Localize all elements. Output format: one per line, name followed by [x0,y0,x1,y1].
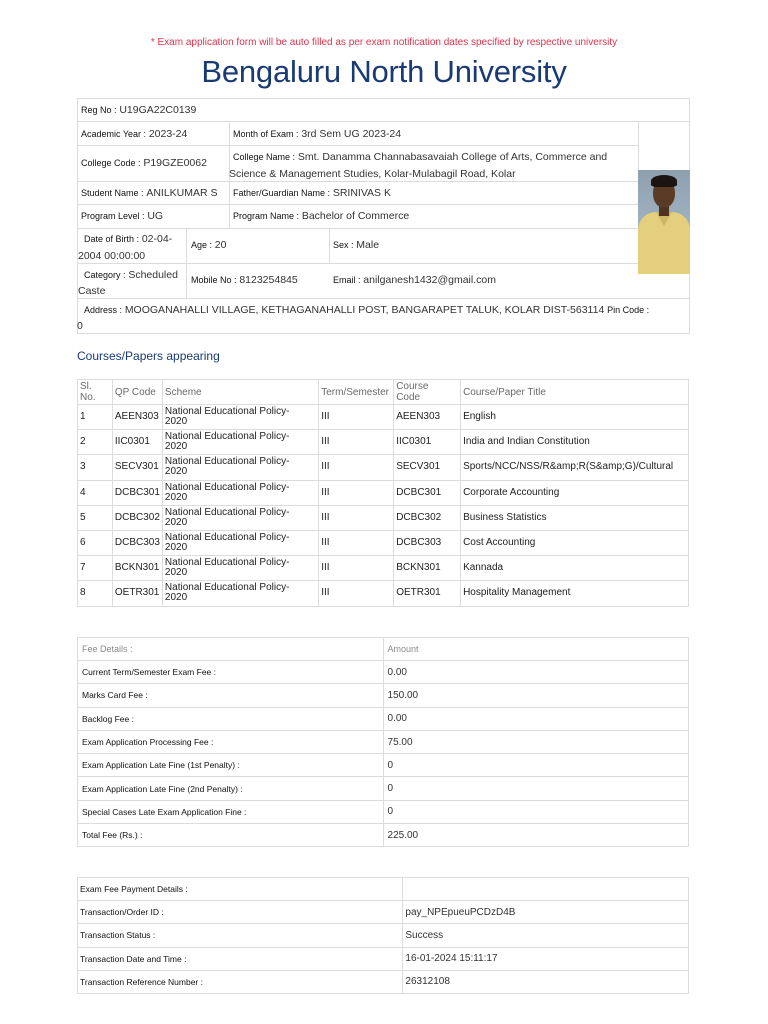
course-title: Corporate Accounting [461,480,689,505]
course-code: BCKN301 [394,556,461,581]
payment-row [78,878,689,901]
course-code: IIC0301 [394,430,461,455]
course-term: III [319,430,394,455]
course-term: III [319,556,394,581]
student-name: Student Name : ANILKUMAR S [81,187,218,199]
age: Age : 20 [191,239,227,251]
payment-row [78,924,689,947]
col-title: Course/Paper Title [461,380,689,405]
course-title: Hospitality Management [461,581,689,606]
course-row [78,480,689,505]
course-code: AEEN303 [394,405,461,430]
course-scheme: National Educational Policy- 2020 [162,430,318,455]
course-qp-code: OETR301 [112,581,162,606]
payment-label: Transaction Status : [78,924,403,947]
course-scheme: National Educational Policy- 2020 [162,405,318,430]
course-qp-code: AEEN303 [112,405,162,430]
auto-fill-notice: * Exam application form will be auto filled as per exam notification dates specified by respective university [150,37,618,48]
payment-label: Transaction Date and Time : [78,947,403,970]
course-term: III [319,505,394,530]
course-scheme: National Educational Policy- 2020 [162,530,318,555]
reg-no: Reg No : U19GA22C0139 [81,104,197,116]
course-code: SECV301 [394,455,461,480]
payment-value: 16-01-2024 15:11:17 [403,947,689,970]
email: Email : anilganesh1432@gmail.com [333,274,496,286]
course-scheme: National Educational Policy- 2020 [162,581,318,606]
course-row [78,581,689,606]
course-title: Sports/NCC/NSS/R&amp;R(S&amp;G)/Cultural [461,455,689,480]
course-qp-code: SECV301 [112,455,162,480]
fee-label: Marks Card Fee : [78,684,384,707]
course-code: OETR301 [394,581,461,606]
mobile-no: Mobile No : 8123254845 [191,274,298,286]
fee-row [78,707,689,730]
payment-label: Transaction/Order ID : [78,901,403,924]
course-term: III [319,480,394,505]
course-scheme: National Educational Policy- 2020 [162,480,318,505]
course-scheme: National Educational Policy- 2020 [162,455,318,480]
course-scheme: National Educational Policy- 2020 [162,505,318,530]
fee-header-row [78,638,689,661]
fee-amount: 0 [383,754,688,777]
col-scheme: Scheme [162,380,318,405]
category: Category : Scheduled [84,269,178,281]
fee-row [78,684,689,707]
course-row [78,505,689,530]
payment-details-table [77,877,689,994]
course-slno: 4 [78,480,113,505]
course-title: Kannada [461,556,689,581]
payment-label: Transaction Reference Number : [78,970,403,993]
course-slno: 5 [78,505,113,530]
course-row [78,556,689,581]
course-slno: 8 [78,581,113,606]
course-qp-code: IIC0301 [112,430,162,455]
courses-header-row [78,380,689,405]
date-of-birth: Date of Birth : 02-04- [84,233,173,245]
fee-label: Special Cases Late Exam Application Fine : [78,800,384,823]
payment-row [78,970,689,993]
university-title: Bengaluru North University [201,54,567,89]
col-course-code: Course Code [394,380,461,405]
payment-value [403,878,689,901]
courses-table [77,379,689,607]
payment-value: 26312108 [403,970,689,993]
course-qp-code: DCBC302 [112,505,162,530]
fee-amount: 0 [383,777,688,800]
fee-details-header: Fee Details : [78,638,384,661]
fee-amount: 150.00 [383,684,688,707]
payment-value: pay_NPEpueuPCDzD4B [403,901,689,924]
fee-label: Exam Application Late Fine (2nd Penalty) : [78,777,384,800]
pin-code: 0 [77,320,83,332]
college-name: College Name : Smt. Danamma Channabasavaiah College of Arts, Commerce and [233,151,608,163]
amount-header: Amount [383,638,688,661]
course-scheme: National Educational Policy- 2020 [162,556,318,581]
fee-label: Backlog Fee : [78,707,384,730]
course-slno: 7 [78,556,113,581]
course-row [78,430,689,455]
fee-label: Exam Application Processing Fee : [78,730,384,753]
fee-amount: 225.00 [383,824,688,847]
course-slno: 3 [78,455,113,480]
payment-row [78,947,689,970]
fee-amount: 75.00 [383,730,688,753]
fee-amount: 0.00 [383,661,688,684]
course-term: III [319,405,394,430]
course-code: DCBC301 [394,480,461,505]
fee-row [78,661,689,684]
course-title: English [461,405,689,430]
fee-amount: 0.00 [383,707,688,730]
fee-amount: 0 [383,800,688,823]
payment-label: Exam Fee Payment Details : [78,878,403,901]
fee-row [78,777,689,800]
college-name-line2: Science & Management Studies, Kolar-Mulabagil Road, Kolar [229,168,516,180]
course-code: DCBC303 [394,530,461,555]
fee-label: Exam Application Late Fine (1st Penalty) : [78,754,384,777]
fee-label: Current Term/Semester Exam Fee : [78,661,384,684]
course-slno: 1 [78,405,113,430]
sex: Sex : Male [333,239,380,251]
course-title: India and Indian Constitution [461,430,689,455]
course-row [78,455,689,480]
course-code: DCBC302 [394,505,461,530]
fee-row [78,824,689,847]
course-term: III [319,530,394,555]
college-code: College Code : P19GZE0062 [81,157,207,169]
address: Address : MOOGANAHALLI VILLAGE, KETHAGANAHALLI POST, BANGARAPET TALUK, KOLAR DIST-563114 Pin Code : [84,304,650,316]
course-slno: 6 [78,530,113,555]
course-title: Business Statistics [461,505,689,530]
fee-row [78,730,689,753]
fee-row [78,754,689,777]
courses-title: Courses/Papers appearing [77,349,220,363]
fee-row [78,800,689,823]
course-qp-code: DCBC303 [112,530,162,555]
col-slno: Sl. No. [78,380,113,405]
course-title: Cost Accounting [461,530,689,555]
col-qp-code: QP Code [112,380,162,405]
father-name: Father/Guardian Name : SRINIVAS K [233,187,391,199]
student-photo [638,170,690,274]
program-name: Program Name : Bachelor of Commerce [233,210,410,222]
course-term: III [319,581,394,606]
course-term: III [319,455,394,480]
course-row [78,530,689,555]
date-of-birth-cont: 2004 00:00:00 [78,250,146,262]
fee-details-table [77,637,689,847]
program-level: Program Level : UG [81,210,164,222]
academic-year: Academic Year : 2023-24 [81,128,188,140]
course-qp-code: BCKN301 [112,556,162,581]
category-cont: Caste [78,285,106,297]
course-slno: 2 [78,430,113,455]
col-term: Term/Semester [319,380,394,405]
month-of-exam: Month of Exam : 3rd Sem UG 2023-24 [233,128,402,140]
course-qp-code: DCBC301 [112,480,162,505]
fee-label: Total Fee (Rs.) : [78,824,384,847]
payment-row [78,901,689,924]
payment-value: Success [403,924,689,947]
course-row [78,405,689,430]
